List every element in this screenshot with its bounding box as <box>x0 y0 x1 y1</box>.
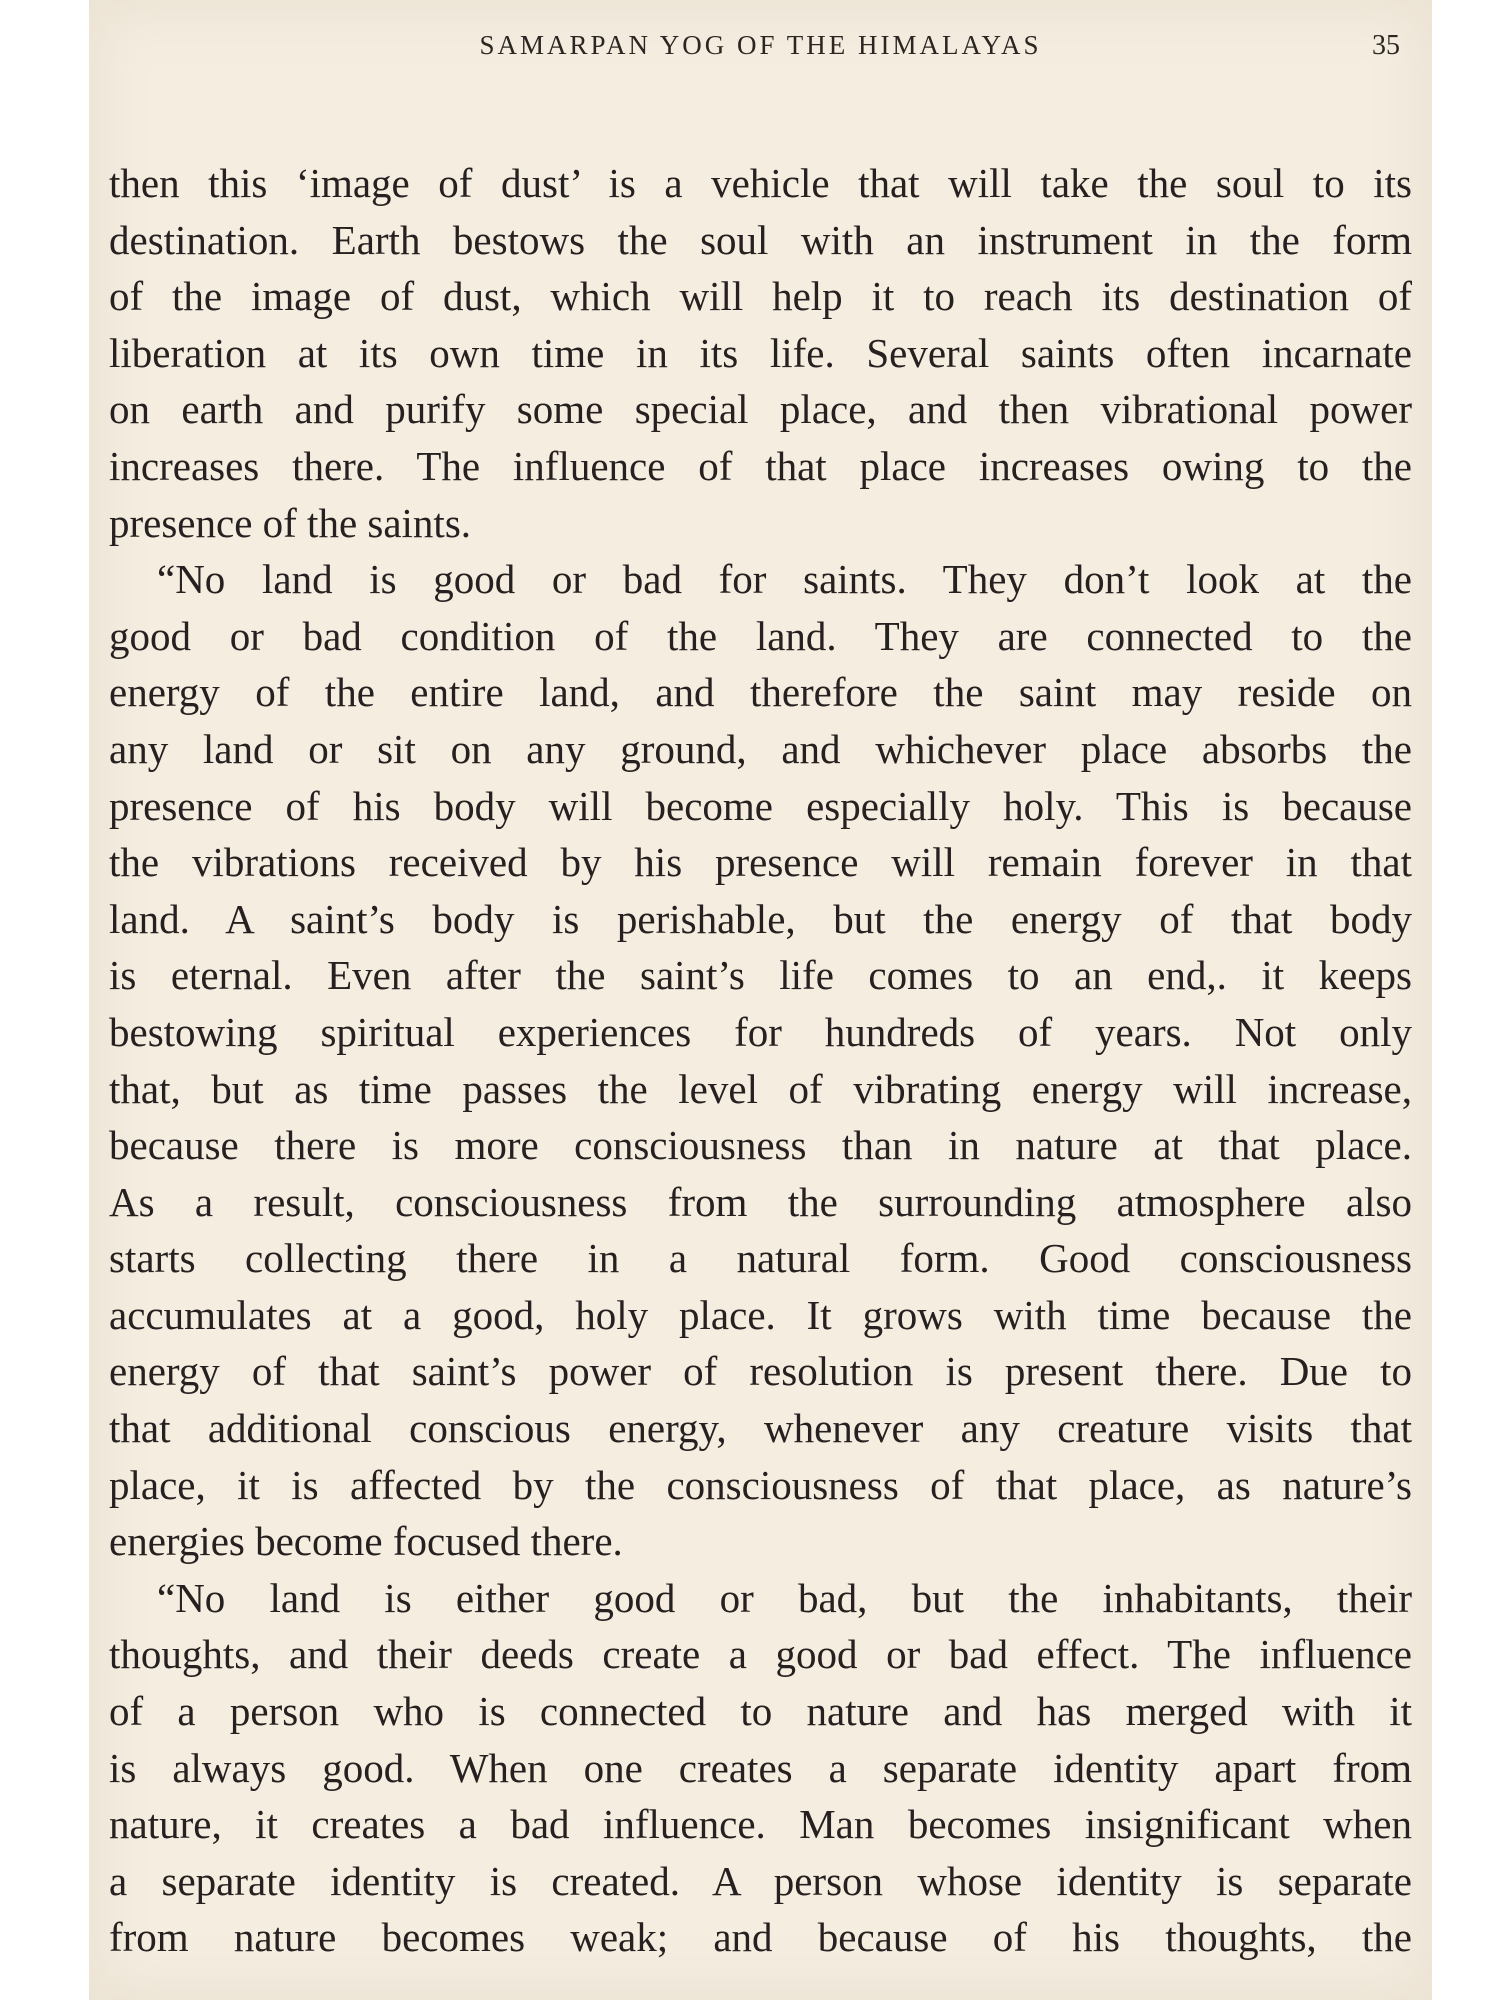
text-line: then this ‘image of dust’ is a vehicle that will take the soul to its <box>109 160 1412 206</box>
text-line: that additional conscious energy, whenever any creature visits that <box>109 1405 1412 1452</box>
running-head: SAMARPAN YOG OF THE HIMALAYAS <box>479 30 1042 60</box>
text-line: the vibrations received by his presence will remain forever in that <box>109 839 1412 886</box>
text-line: nature, it creates a bad influence. Man becomes insignificant when <box>109 1801 1412 1848</box>
text-line: of the image of dust, which will help it to reach its destination of <box>109 273 1412 320</box>
text-line: increases there. The influence of that place increases owing to the <box>109 442 1412 489</box>
text-line: energies become focused there. <box>109 1518 623 1565</box>
text-line: from nature becomes weak; and because of his thoughts, the <box>109 1914 1412 1961</box>
page-header <box>89 30 1432 70</box>
text-line: place, it is affected by the consciousness of that place, as nature’s <box>109 1461 1412 1508</box>
text-line: bestowing spiritual experiences for hundreds of years. Not only <box>109 1008 1412 1055</box>
text-line: starts collecting there in a natural form. Good consciousness <box>109 1235 1412 1282</box>
text-line: thoughts, and their deeds create a good or bad effect. The influence <box>109 1631 1412 1678</box>
text-line: destination. Earth bestows the soul with an instrument in the form <box>109 216 1412 263</box>
page-number: 35 <box>1372 30 1400 61</box>
text-line: As a result, consciousness from the surrounding atmosphere also <box>109 1178 1412 1225</box>
text-line: presence of the saints. <box>109 499 472 546</box>
text-line: accumulates at a good, holy place. It grows with time because the <box>109 1291 1412 1338</box>
text-line: energy of the entire land, and therefore the saint may reside on <box>109 669 1412 716</box>
body-text <box>109 155 1412 1966</box>
text-line: a separate identity is created. A person whose identity is separate <box>109 1857 1412 1904</box>
text-line: that, but as time passes the level of vibrating energy will increase, <box>109 1065 1412 1112</box>
text-line: because there is more consciousness than in nature at that place. <box>109 1122 1412 1169</box>
text-line: is eternal. Even after the saint’s life comes to an end,. it keeps <box>109 952 1412 999</box>
text-line: is always good. When one creates a separate identity apart from <box>109 1744 1412 1791</box>
text-line: on earth and purify some special place, and then vibrational power <box>109 386 1412 433</box>
text-line: any land or sit on any ground, and whichever place absorbs the <box>109 725 1412 772</box>
text-line: “No land is good or bad for saints. They don’t look at the <box>157 556 1412 603</box>
text-line: of a person who is connected to nature and has merged with it <box>109 1688 1412 1735</box>
text-line: presence of his body will become especially holy. This is because <box>109 782 1412 829</box>
book-page <box>89 0 1432 2000</box>
text-line: liberation at its own time in its life. Several saints often incarnate <box>109 329 1412 376</box>
text-line: “No land is either good or bad, but the inhabitants, their <box>157 1574 1412 1621</box>
text-line: energy of that saint’s power of resolution is present there. Due to <box>109 1348 1412 1395</box>
text-line: good or bad condition of the land. They are connected to the <box>109 612 1412 659</box>
text-line: land. A saint’s body is perishable, but the energy of that body <box>109 895 1412 942</box>
